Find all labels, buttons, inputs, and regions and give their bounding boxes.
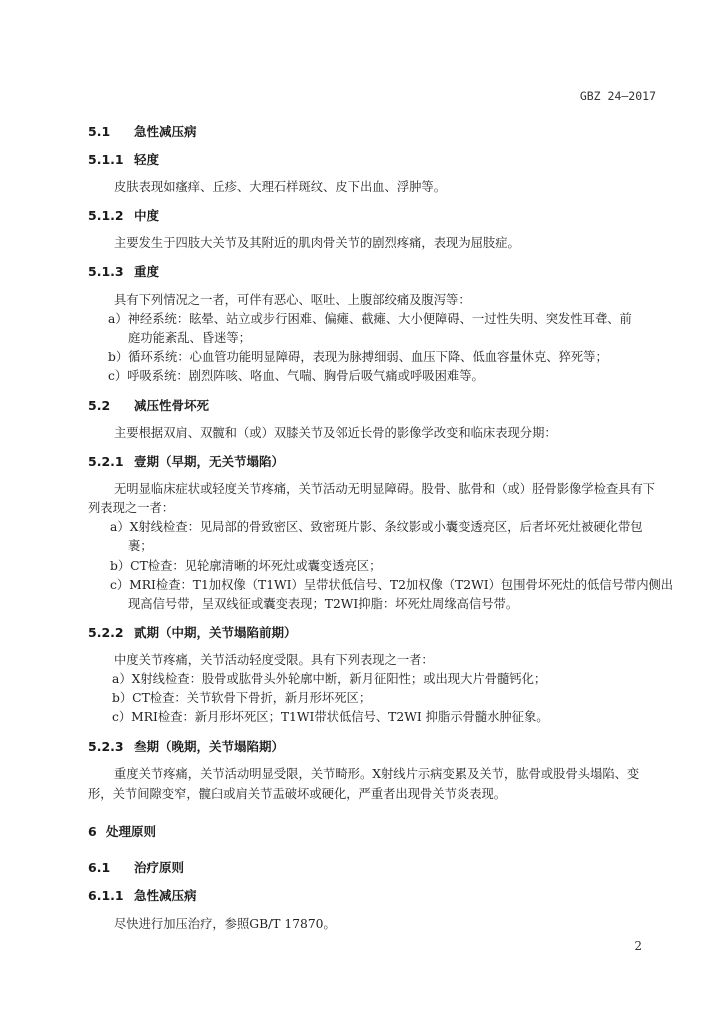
section-number: 5.2 (88, 398, 111, 413)
list-item: b）循环系统：心血管功能明显障碍，表现为脉搏细弱、血压下降、低血容量休克、猝死等； (108, 350, 608, 364)
paragraph: 尽快进行加压治疗，参照GB/T 17870。 (114, 917, 336, 931)
section-heading-5-1-2 (88, 206, 159, 224)
section-title: 减压性骨坏死 (134, 398, 210, 413)
list-item: b）CT检查：见轮廓清晰的坏死灶或囊变透亮区； (110, 559, 382, 573)
list-item-continuation: 裹； (128, 539, 153, 553)
page-number: 2 (634, 939, 642, 953)
section-title: 中度 (134, 208, 160, 223)
section-heading-5-1-1 (88, 150, 159, 168)
paragraph-continuation: 形，关节间隙变窄，髋臼或肩关节盂破坏或硬化，严重者出现骨关节炎表现。 (88, 787, 507, 801)
section-number: 5.1 (88, 124, 111, 139)
section-heading-5-2-1 (88, 452, 284, 470)
section-title: 急性减压病 (134, 124, 197, 139)
section-heading-5-2-2 (88, 623, 297, 641)
list-item: c）呼吸系统：剧烈阵咳、咯血、气喘、胸骨后吸气痛或呼吸困难等。 (108, 369, 484, 383)
section-title: 处理原则 (106, 824, 157, 839)
list-item: c）MRI检查：T1加权像（T1WI）呈带状低信号、T2加权像（T2WI）包围骨坏死灶的低信号带内侧出 (110, 578, 674, 592)
section-number: 5.2.3 (88, 739, 124, 754)
section-number: 6 (88, 824, 97, 839)
section-number: 5.2.2 (88, 625, 124, 640)
section-number: 5.1.3 (88, 264, 124, 279)
section-number: 5.1.1 (88, 152, 124, 167)
section-title: 重度 (134, 264, 160, 279)
paragraph: 具有下列情况之一者，可伴有恶心、呕吐、上腹部绞痛及腹泻等： (114, 293, 471, 307)
section-heading-5-1 (88, 122, 197, 140)
paragraph: 皮肤表现如瘙痒、丘疹、大理石样斑纹、皮下出血、浮肿等。 (114, 180, 447, 194)
list-item: a）神经系统：眩晕、站立或步行困难、偏瘫、截瘫、大小便障碍、一过性失明、突发性耳聋、前 (108, 312, 632, 326)
section-number: 5.2.1 (88, 454, 124, 469)
section-title: 急性减压病 (134, 888, 197, 903)
list-item: b）CT检查：关节软骨下骨折，新月形坏死区； (112, 691, 372, 705)
paragraph: 主要发生于四肢大关节及其附近的肌肉骨关节的剧烈疼痛，表现为屈肢症。 (114, 236, 520, 250)
section-number: 6.1 (88, 860, 111, 875)
section-title: 壹期（早期，无关节塌陷） (134, 454, 285, 469)
section-title: 治疗原则 (134, 860, 185, 875)
paragraph: 重度关节疼痛，关节活动明显受限，关节畸形。X射线片示病变累及关节，肱骨或股骨头塌陷、变 (114, 767, 640, 781)
section-number: 5.1.2 (88, 208, 124, 223)
list-item: a）X射线检查：见局部的骨致密区、致密斑片影、条纹影或小囊变透亮区，后者坏死灶被硬化带包 (110, 520, 643, 534)
document-id-header: GBZ 24—2017 (579, 89, 656, 103)
section-heading-6-1-1 (88, 886, 197, 904)
section-title: 轻度 (134, 152, 160, 167)
section-number: 6.1.1 (88, 888, 124, 903)
section-heading-6 (88, 822, 156, 840)
section-heading-5-1-3 (88, 262, 159, 280)
list-item: c）MRI检查：新月形坏死区；T1WI带状低信号、T2WI 抑脂示骨髓水肿征象。 (112, 710, 549, 724)
list-item-continuation: 现高信号带，呈双线征或囊变表现；T2WI抑脂：坏死灶周缘高信号带。 (128, 597, 519, 611)
paragraph: 无明显临床症状或轻度关节疼痛，关节活动无明显障碍。股骨、肱骨和（或）胫骨影像学检查具有下 (114, 482, 656, 496)
section-heading-5-2-3 (88, 737, 284, 755)
paragraph-continuation: 列表现之一者： (88, 501, 175, 515)
paragraph: 主要根据双肩、双髋和（或）双膝关节及邻近长骨的影像学改变和临床表现分期： (114, 426, 557, 440)
list-item: a）X射线检查：股骨或肱骨头外轮廓中断，新月征阳性；或出现大片骨髓钙化； (112, 672, 547, 686)
paragraph: 中度关节疼痛，关节活动轻度受限。具有下列表现之一者： (114, 653, 434, 667)
list-item-continuation: 庭功能紊乱、昏迷等； (128, 331, 251, 345)
section-heading-6-1 (88, 858, 184, 876)
section-heading-5-2 (88, 396, 209, 414)
section-title: 叁期（晚期，关节塌陷期） (134, 739, 285, 754)
section-title: 贰期（中期，关节塌陷前期） (134, 625, 297, 640)
